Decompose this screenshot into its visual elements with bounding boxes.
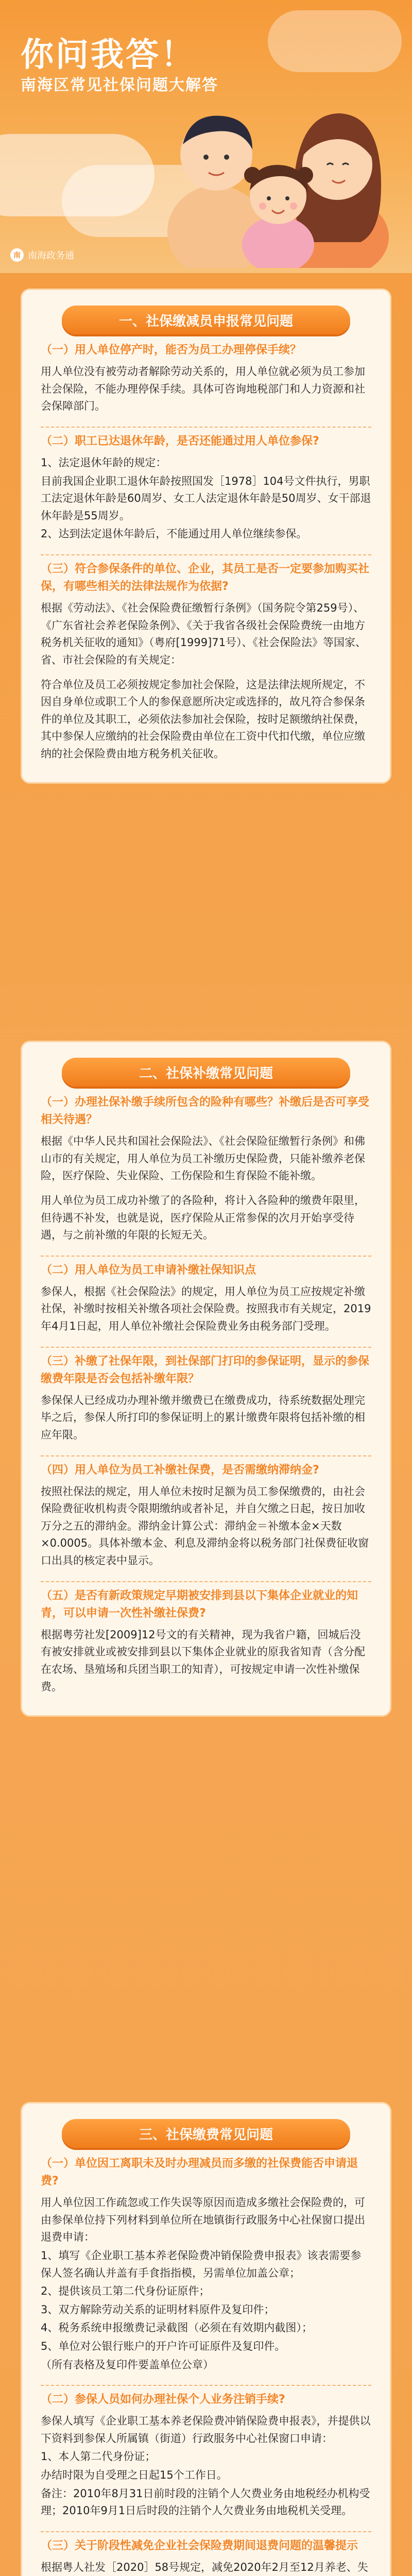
- qa-item: [41, 342, 371, 415]
- cloud-decoration: [268, 10, 402, 72]
- qa-item: [41, 2155, 371, 2374]
- answer-paragraph: 符合单位及员工必须按规定参加社会保险，这是法律法规所规定，不因自身单位或职工个人的参保意愿所决定或选择的，故凡符合参保条件的单位及其职工，必须依法参加社会保险，按时足额缴纳社保费，其中参保人应缴纳的社会保险费由单位在工资中代扣代缴，单位应缴纳的社会保险费由地方税务机关征收。: [41, 678, 365, 760]
- answer: [41, 1626, 371, 1696]
- section-header: 三、社保缴费常见问题: [62, 2119, 350, 2148]
- section-card: [21, 289, 391, 784]
- page-subtitle: 南海区常见社保问题大解答: [21, 76, 218, 94]
- answer: [41, 2194, 371, 2374]
- section-header: 二、社保补缴常见问题: [62, 1058, 350, 1087]
- brand: [10, 248, 74, 262]
- answer-paragraph: 目前我国企业职工退休年龄按照国发［1978］104号文件执行，男职工法定退休年龄是60周岁、女工人法定退休年龄是50周岁、女干部退休年龄是55周岁。: [41, 474, 371, 522]
- qa-item: [41, 1347, 371, 1444]
- question: （一）用人单位停产时，能否为员工办理停保手续？: [41, 344, 302, 357]
- answer-paragraph: 备注：2010年8月31日前时段的注销个人欠费业务由地税经办机构受理；2010年9月1日后时段的注销个人欠费业务由地税机关受理。: [41, 2487, 370, 2517]
- answer: [41, 2559, 371, 2576]
- answer-paragraph: 2、达到法定退休年龄后，不能通过用人单位继续参保。: [41, 528, 307, 540]
- answer-paragraph: 根据《中华人民共和国社会保险法》、《社会保险征缴暂行条例》和佛山市的有关规定，用人单位为员工补缴历史保险费，只能补缴养老保险，医疗保险、失业保险、工伤保险和生育保险不能补缴。: [41, 1135, 365, 1182]
- question: （一）单位因工离职未及时办理减员而多缴的社保费能否申请退费?: [41, 2157, 358, 2188]
- answer-paragraph: 参保人，根据《社会保险法》的规定，用人单位为员工应按规定补缴社保，补缴时按相关补缴各项社会保险费。按照我市有关规定，2019年4月1日起，用人单位补缴社会保险费业务由税务部门受理。: [41, 1285, 371, 1333]
- answer-paragraph: 1、填写《企业职工基本养老保险费冲销保险费申报表》该表需要参保人签名确认并盖有手食指指模，另需单位加盖公章；: [41, 2249, 362, 2279]
- answer: [41, 454, 371, 543]
- answer-paragraph: 根据《劳动法》、《社会保险费征缴暂行条例》（国务院令第259号）、《广东省社会养老保险条例》、《关于我省各级社会保险费统一由地方税务机关征收的通知》（粤府[1999]71号）、《社会保险法》等国家、省、市社会保险的有关规定：: [41, 602, 367, 666]
- section-header: 一、社保缴减员申报常见问题: [62, 306, 350, 334]
- question: （三）符合参保条件的单位、企业，其员工是否一定要参加购买社保，有哪些相关的法律法规作为依据?: [41, 562, 370, 594]
- hero-banner: [0, 0, 412, 273]
- answer-paragraph: 按照社保法的规定，用人单位未按时足额为员工参保缴费的，由社会保险费征收机构责令限期缴纳或者补足，并自欠缴之日起，按日加收万分之五的滞纳金。滞纳金计算公式：滞纳金＝补缴本金×天数×0.0005。具体补缴本金、利息及滞纳金将以税务部门社保费征收窗口出具的核定表中显示。: [41, 1485, 369, 1567]
- answer-paragraph: 5、单位对公银行账户的开户许可证原件及复印件。: [41, 2340, 286, 2352]
- qa-item: [41, 1256, 371, 1335]
- qa-item: [41, 2385, 371, 2520]
- qa-item: [41, 1581, 371, 1696]
- brand-logo-icon: 南: [10, 248, 24, 262]
- answer: [41, 1483, 371, 1570]
- answer-paragraph: 1、法定退休年龄的规定：: [41, 456, 167, 469]
- section-card: [21, 1041, 391, 1717]
- answer-paragraph: 参保人填写《企业职工基本养老保险费冲销保险费申报表》，并提供以下资料到参保人所属镇（街道）行政服务中心社保窗口申请：: [41, 2415, 371, 2445]
- answer-paragraph: 根据粤人社发［2020］58号规定，减免2020年2月至12月养老、失: [41, 2561, 368, 2573]
- answer: [41, 600, 371, 762]
- qa-item: [41, 554, 371, 763]
- qa-item: [41, 1094, 371, 1244]
- answer: [41, 363, 371, 415]
- answer-paragraph: 根据粤劳社发[2009]12号文的有关精神，现为我省户籍，回城后没有被安排就业或被安排到县以下集体企业就业的原我省知青（含分配在农场、垦殖场和兵团当职工的知青），可按规定申请一次性补缴保费。: [41, 1628, 365, 1693]
- question: （三）补缴了社保年限，到社保部门打印的参保证明，显示的参保缴费年限是否会包括补缴年限？: [41, 1354, 370, 1385]
- answer-paragraph: 4、税务系统申报缴费记录截图（必须在有效期内截图）；: [41, 2321, 313, 2334]
- question: （四）用人单位为员工补缴社保费，是否需缴纳滞纳金?: [41, 1463, 319, 1477]
- page-title: 你问我答！: [21, 36, 196, 74]
- answer-paragraph: 用人单位没有被劳动者解除劳动关系的，用人单位就必须为员工参加社会保险，不能办理停保手续。具体可咨询地税部门和人力资源和社会保障部门。: [41, 365, 365, 413]
- answer-paragraph: （所有表格及复印件要盖单位公章）: [41, 2358, 214, 2371]
- answer-paragraph: 用人单位因工作疏忽或工作失误等原因而造成多缴社会保险费的，可由参保单位持下列材料到单位所在地镇街行政服务中心社保窗口提出退费申请：: [41, 2196, 365, 2244]
- family-illustration: [154, 67, 397, 268]
- answer-paragraph: 用人单位为员工成功补缴了的各险种，将计入各险种的缴费年限里，但待遇不补发，也就是说，医疗保险从正常参保的次月开始享受待遇，与之前补缴的年限的长短无关。: [41, 1194, 365, 1242]
- answer-paragraph: 1、本人第二代身份证；: [41, 2450, 156, 2463]
- question: （五）是否有新政策规定早期被安排到县以下集体企业就业的知青，可以申请一次性补缴社保费?: [41, 1589, 358, 1620]
- question: （一）办理社保补缴手续所包含的险种有哪些？补缴后是否可享受相关待遇？: [41, 1096, 370, 1127]
- answer: [41, 1283, 371, 1335]
- brand-name: 南海政务通: [28, 250, 74, 261]
- answer-paragraph: 2、提供该员工第二代身份证原件；: [41, 2285, 210, 2298]
- question: （二）职工已达退休年龄，是否还能通过用人单位参保?: [41, 434, 319, 448]
- answer-paragraph: 3、双方解除劳动关系的证明材料原件及复印件；: [41, 2303, 275, 2316]
- answer-paragraph: 办结时限为自受理之日起15个工作日。: [41, 2469, 228, 2481]
- answer-paragraph: 参保保人已经成功办理补缴并缴费已在缴费成功，待系统数据处理完毕之后，参保人所打印的参保证明上的累计缴费年限将包括补缴的相应年限。: [41, 1394, 365, 1441]
- qa-item: [41, 2531, 371, 2576]
- section-card: [21, 2102, 391, 2576]
- qa-item: [41, 1455, 371, 1570]
- question: （二）参保人员如何办理社保个人业务注销手续?: [41, 2393, 285, 2406]
- answer: [41, 1133, 371, 1244]
- answer: [41, 1392, 371, 1444]
- question: （三）关于阶段性减免企业社会保险费期间退费问题的温馨提示: [41, 2539, 358, 2552]
- answer: [41, 2413, 371, 2520]
- qa-item: [41, 427, 371, 543]
- question: （二）用人单位为员工申请补缴社保知识点: [41, 1263, 256, 1277]
